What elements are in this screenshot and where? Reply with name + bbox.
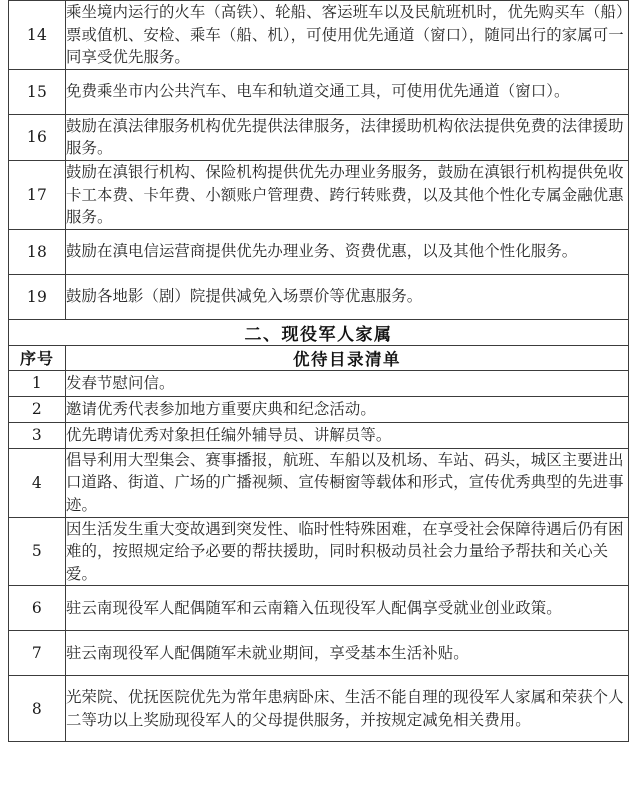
row-text: 鼓励在滇法律服务机构优先提供法律服务，法律援助机构依法提供免费的法律援助服务。 <box>66 114 629 160</box>
row-text: 发春节慰问信。 <box>66 370 629 396</box>
row-number: 19 <box>9 274 66 319</box>
row-number: 5 <box>9 517 66 586</box>
table-row <box>9 517 629 586</box>
row-number: 7 <box>9 631 66 676</box>
row-number: 18 <box>9 229 66 274</box>
table-row <box>9 1 629 70</box>
row-number: 4 <box>9 448 66 517</box>
row-number: 15 <box>9 69 66 114</box>
row-number: 14 <box>9 1 66 70</box>
row-number: 2 <box>9 396 66 422</box>
table-row <box>9 370 629 396</box>
column-header-list: 优待目录清单 <box>66 345 629 370</box>
row-number: 3 <box>9 422 66 448</box>
table-row <box>9 160 629 229</box>
section-title: 二、现役军人家属 <box>9 319 629 345</box>
row-text: 邀请优秀代表参加地方重要庆典和纪念活动。 <box>66 396 629 422</box>
table-row <box>9 676 629 742</box>
row-number: 16 <box>9 114 66 160</box>
table-row <box>9 448 629 517</box>
row-text: 驻云南现役军人配偶随军未就业期间，享受基本生活补贴。 <box>66 631 629 676</box>
table-row <box>9 229 629 274</box>
row-text: 免费乘坐市内公共汽车、电车和轨道交通工具，可使用优先通道（窗口）。 <box>66 69 629 114</box>
row-number: 17 <box>9 160 66 229</box>
table-row <box>9 422 629 448</box>
row-text: 光荣院、优抚医院优先为常年患病卧床、生活不能自理的现役军人家属和荣获个人二等功以上奖励现役军人的父母提供服务，并按规定减免相关费用。 <box>66 676 629 742</box>
row-number: 6 <box>9 586 66 631</box>
table-row <box>9 69 629 114</box>
row-text: 倡导利用大型集会、赛事播报，航班、车船以及机场、车站、码头，城区主要进出口道路、街道、广场的广播视频、宣传橱窗等载体和形式，宣传优秀典型的先进事迹。 <box>66 448 629 517</box>
row-text: 鼓励在滇电信运营商提供优先办理业务、资费优惠，以及其他个性化服务。 <box>66 229 629 274</box>
table-row <box>9 114 629 160</box>
row-text: 鼓励在滇银行机构、保险机构提供优先办理业务服务，鼓励在滇银行机构提供免收卡工本费、卡年费、小额账户管理费、跨行转账费，以及其他个性化专属金融优惠服务。 <box>66 160 629 229</box>
table-body <box>9 1 629 742</box>
row-text: 优先聘请优秀对象担任编外辅导员、讲解员等。 <box>66 422 629 448</box>
table-row <box>9 586 629 631</box>
preferential-treatment-table <box>8 0 629 742</box>
row-text: 因生活发生重大变故遇到突发性、临时性特殊困难，在享受社会保障待遇后仍有困难的，按照规定给予必要的帮扶援助，同时积极动员社会力量给予帮扶和关心关爱。 <box>66 517 629 586</box>
row-text: 鼓励各地影（剧）院提供减免入场票价等优惠服务。 <box>66 274 629 319</box>
table-row <box>9 274 629 319</box>
table-row <box>9 396 629 422</box>
table-header-row <box>9 345 629 370</box>
row-number: 1 <box>9 370 66 396</box>
row-number: 8 <box>9 676 66 742</box>
row-text: 驻云南现役军人配偶随军和云南籍入伍现役军人配偶享受就业创业政策。 <box>66 586 629 631</box>
table-row <box>9 631 629 676</box>
row-text: 乘坐境内运行的火车（高铁）、轮船、客运班车以及民航班机时，优先购买车（船）票或值机、安检、乘车（船、机），可使用优先通道（窗口），随同出行的家属可一同享受优先服务。 <box>66 1 629 70</box>
section-title-row <box>9 319 629 345</box>
column-header-number: 序号 <box>9 345 66 370</box>
